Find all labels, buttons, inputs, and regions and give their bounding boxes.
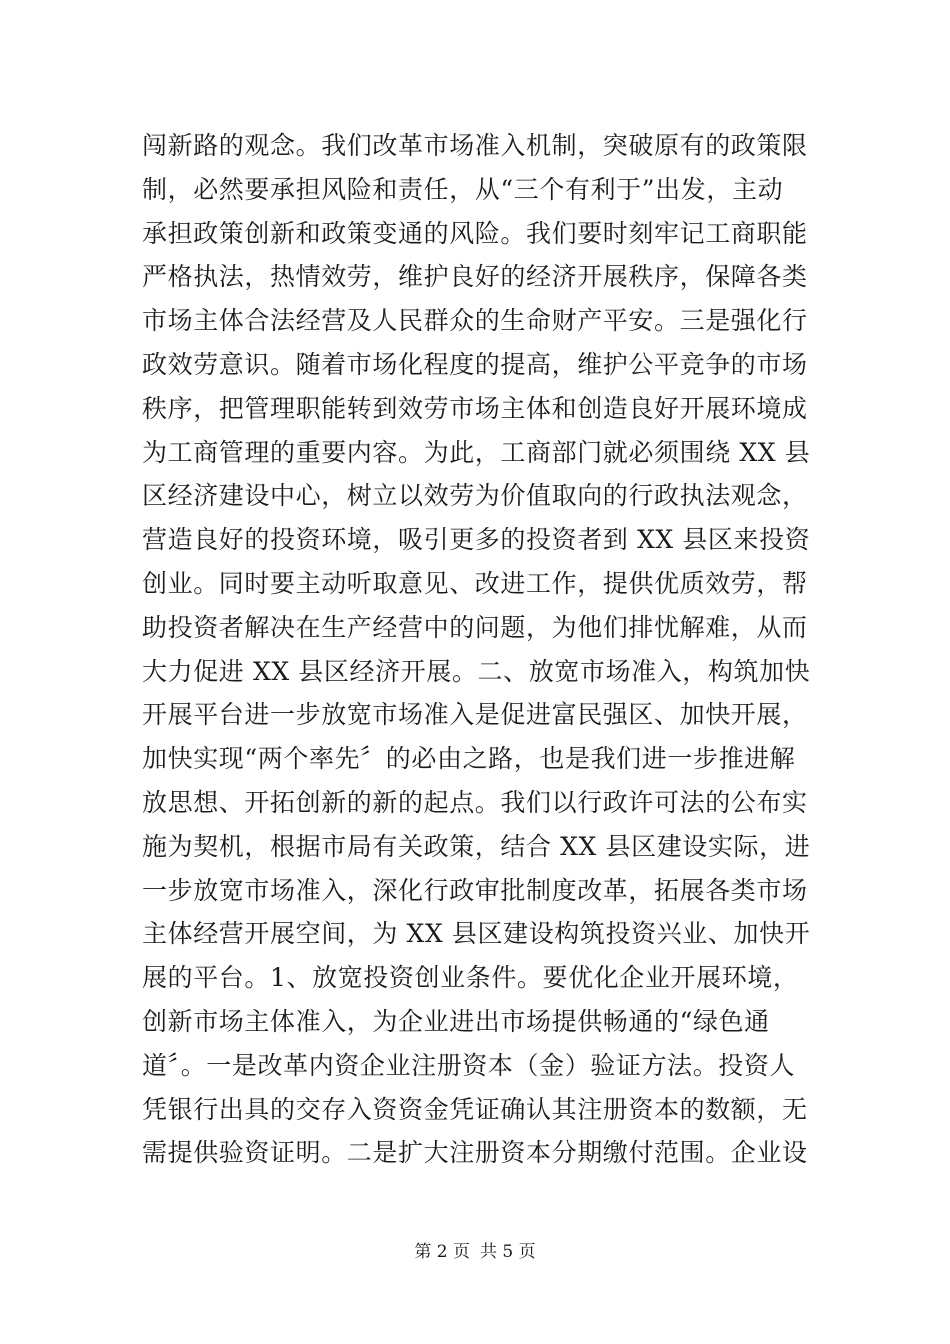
text-line: 创业。同时要主动听取意见、改进工作，提供优质效劳，帮 <box>142 568 808 598</box>
text-line: 严格执法，热情效劳，维护良好的经济开展秩序，保障各类 <box>142 262 808 292</box>
text-line: 为工商管理的重要内容。为此，工商部门就必须围绕 XX 县 <box>142 437 811 467</box>
text-line: 承担政策创新和政策变通的风险。我们要时刻牢记工商职能 <box>142 218 808 248</box>
text-line: 需提供验资证明。二是扩大注册资本分期缴付范围。企业设 <box>142 1138 808 1168</box>
text-line: 秩序，把管理职能转到效劳市场主体和创造良好开展环境成 <box>142 393 808 423</box>
text-line: 主体经营开展空间，为 XX 县区建设构筑投资兴业、加快开 <box>142 919 811 949</box>
text-line: 政效劳意识。随着市场化程度的提高，维护公平竞争的市场 <box>142 349 808 379</box>
text-line: 大力促进 XX 县区经济开展。二、放宽市场准入，构筑加快 <box>142 656 811 686</box>
text-line: 闯新路的观念。我们改革市场准入机制，突破原有的政策限 <box>142 131 808 160</box>
text-line: 施为契机，根据市局有关政策，结合 XX 县区建设实际，进 <box>142 831 811 861</box>
text-line: 制，必然要承担风险和责任，从“三个有利于”出发，主动 <box>142 174 784 204</box>
page-footer <box>0 1240 950 1264</box>
text-line: 营造良好的投资环境，吸引更多的投资者到 XX 县区来投资 <box>142 525 811 555</box>
text-line: 市场主体合法经营及人民群众的生命财产平安。三是强化行 <box>142 306 808 336</box>
text-line: 道〞。一是改革内资企业注册资本（金）验证方法。投资人 <box>142 1050 796 1080</box>
text-line: 一步放宽市场准入，深化行政审批制度改革，拓展各类市场 <box>142 875 808 905</box>
text-line: 加快实现“两个率先〞的必由之路，也是我们进一步推进解 <box>142 744 796 774</box>
text-line: 放思想、开拓创新的新的起点。我们以行政许可法的公布实 <box>142 787 808 817</box>
page-number: 第 2 页 <box>414 1242 470 1262</box>
text-line: 区经济建设中心，树立以效劳为价值取向的行政执法观念， <box>142 481 808 511</box>
text-line: 开展平台进一步放宽市场准入是促进富民强区、加快开展， <box>142 700 808 730</box>
text-line: 创新市场主体准入，为企业进出市场提供畅通的“绿色通 <box>142 1006 770 1036</box>
text-line: 助投资者解决在生产经营中的问题，为他们排忧解难，从而 <box>142 612 808 642</box>
text-line: 展的平台。1、放宽投资创业条件。要优化企业开展环境， <box>142 963 799 993</box>
page-total: 共 5 页 <box>480 1242 536 1262</box>
text-line: 凭银行出具的交存入资资金凭证确认其注册资本的数额，无 <box>142 1094 808 1124</box>
body-text <box>142 124 822 1175</box>
